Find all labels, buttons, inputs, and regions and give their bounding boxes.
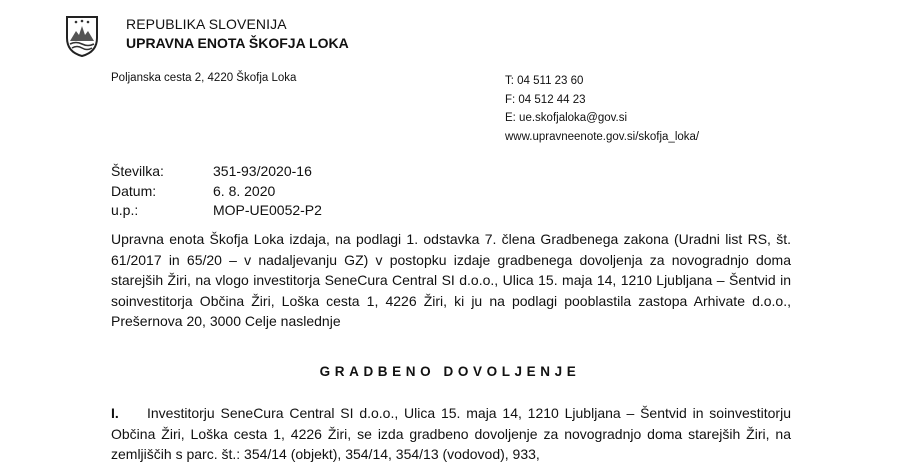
- meta-value: 6. 8. 2020: [213, 182, 276, 199]
- contact-fax: F: 04 512 44 23: [505, 93, 586, 106]
- meta-row-up: [111, 201, 322, 221]
- section-1: [111, 403, 791, 465]
- meta-row-date: [111, 182, 322, 202]
- office-address: Poljanska cesta 2, 4220 Škofja Loka: [111, 72, 297, 84]
- meta-value: MOP-UE0052-P2: [213, 202, 322, 218]
- meta-label: Številka:: [111, 163, 164, 179]
- document-meta: [111, 162, 322, 221]
- coat-of-arms-icon: [64, 14, 100, 58]
- meta-label: Datum:: [111, 182, 157, 199]
- contact-block: [505, 72, 699, 146]
- contact-phone: T: 04 511 23 60: [505, 75, 584, 87]
- document-title: GRADBENO DOVOLJENJE: [319, 364, 581, 379]
- contact-email: E: ue.skofjaloka@gov.si: [505, 112, 628, 124]
- contact-web: www.upravneenote.gov.si/skofja_loka/: [505, 130, 700, 143]
- meta-value: 351-93/2020-16: [213, 163, 312, 179]
- meta-label: u.p.:: [111, 202, 139, 218]
- header-authority: UPRAVNA ENOTA ŠKOFJA LOKA: [126, 35, 349, 51]
- section-text: Investitorju SeneCura Central SI d.o.o., Ulica 15. maja 14, 1210 Ljubljana – Šentvid in soinvestitorju Občina Žiri, Loška cesta 1, 4226 Žiri, se izda gradbeno dovoljenje za novogradnjo doma starejših Žiri, na zemljiščih s parc. št.: 354/14 (objekt), 354/14, 354/13 (vodovod), 933,: [111, 405, 791, 462]
- header-country: REPUBLIKA SLOVENIJA: [126, 16, 287, 32]
- meta-row-number: [111, 162, 322, 182]
- intro-paragraph: Upravna enota Škofja Loka izdaja, na podlagi 1. odstavka 7. člena Gradbenega zakona (Uradni list RS, št. 61/2017 in 65/20 – v nadaljevanju GZ) v postopku izdaje gradbenega dovoljenja za novogradnjo doma starejših Žiri, na vlogo investitorja SeneCura Central SI d.o.o., Ulica 15. maja 14, 1210 Ljubljana – Šentvid in soinvestitorja Občina Žiri, Loška cesta 1, 4226 Žiri, ki ju na podlagi pooblastila zastopa Arhivate d.o.o., Prešernova 20, 3000 Celje naslednje: [111, 231, 791, 329]
- section-number: I.: [111, 405, 119, 421]
